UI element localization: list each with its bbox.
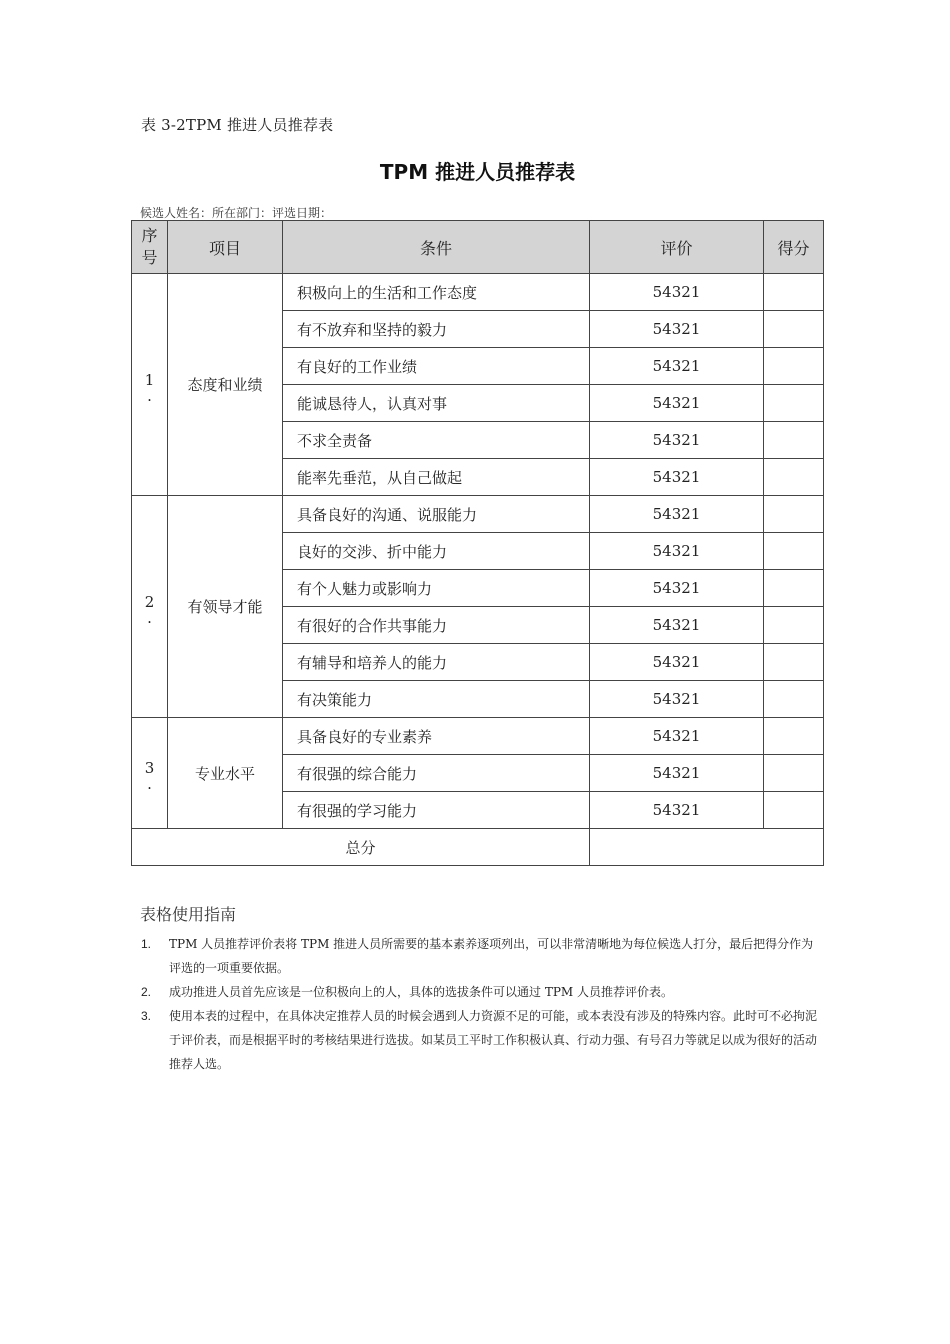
score-cell[interactable] [764, 718, 824, 755]
group-seq-cell [132, 274, 168, 496]
rating-cell: 54321 [590, 459, 764, 496]
header-rating: 评价 [590, 221, 764, 274]
score-cell[interactable] [764, 607, 824, 644]
guide-item-number: 3. [141, 1009, 152, 1023]
guide-item [141, 932, 823, 980]
score-cell[interactable] [764, 348, 824, 385]
condition-cell: 有个人魅力或影响力 [283, 570, 590, 607]
page-title: TPM 推进人员推荐表 [379, 160, 576, 184]
group-seq-dot: . [147, 386, 152, 405]
score-cell[interactable] [764, 681, 824, 718]
rating-cell: 54321 [590, 274, 764, 311]
score-cell[interactable] [764, 644, 824, 681]
rating-cell: 54321 [590, 718, 764, 755]
guide-item-text: 成功推进人员首先应该是一位积极向上的人，具体的选拔条件可以通过 TPM 人员推荐评价表。 [169, 985, 673, 999]
total-label: 总分 [132, 829, 590, 866]
rating-cell: 54321 [590, 792, 764, 829]
condition-cell: 不求全责备 [283, 422, 590, 459]
guide-list [141, 932, 823, 1076]
table-row [132, 718, 824, 755]
guide-item [141, 1004, 823, 1076]
group-seq-number: 2 [144, 592, 155, 611]
candidate-info-line: 候选人姓名：所在部门：评选日期： [140, 206, 333, 220]
header-seq: 序号 [132, 221, 168, 274]
total-value-cell[interactable] [590, 829, 824, 866]
header-score: 得分 [764, 221, 824, 274]
condition-cell: 具备良好的专业素养 [283, 718, 590, 755]
condition-cell: 能率先垂范，从自己做起 [283, 459, 590, 496]
group-seq-cell [132, 496, 168, 718]
group-item-cell: 态度和业绩 [168, 274, 283, 496]
condition-cell: 具备良好的沟通、说服能力 [283, 496, 590, 533]
rating-cell: 54321 [590, 570, 764, 607]
recommendation-table [131, 220, 824, 866]
condition-cell: 有决策能力 [283, 681, 590, 718]
guide-item-text: TPM 人员推荐评价表将 TPM 推进人员所需要的基本素养逐项列出，可以非常清晰地为每位候选人打分，最后把得分作为评选的一项重要依据。 [169, 937, 814, 975]
guide-item-number: 2. [141, 985, 152, 999]
rating-cell: 54321 [590, 348, 764, 385]
guide-item-text: 使用本表的过程中，在具体决定推荐人员的时候会遇到人力资源不足的可能，或本表没有涉及的特殊内容。此时可不必拘泥于评价表，而是根据平时的考核结果进行选拔。如某员工平时工作积极认真、行动力强、有号召力等就足以成为很好的活动推荐人选。 [169, 1009, 818, 1071]
rating-cell: 54321 [590, 422, 764, 459]
guide-item-number: 1. [141, 937, 152, 951]
condition-cell: 有很强的学习能力 [283, 792, 590, 829]
score-cell[interactable] [764, 311, 824, 348]
group-item-cell: 有领导才能 [168, 496, 283, 718]
score-cell[interactable] [764, 459, 824, 496]
condition-cell: 良好的交涉、折中能力 [283, 533, 590, 570]
rating-cell: 54321 [590, 681, 764, 718]
guide-item [141, 980, 823, 1004]
total-row [132, 829, 824, 866]
group-seq-number: 3 [144, 759, 155, 777]
table-header-row [132, 221, 824, 274]
rating-cell: 54321 [590, 607, 764, 644]
condition-cell: 有良好的工作业绩 [283, 348, 590, 385]
score-cell[interactable] [764, 274, 824, 311]
score-cell[interactable] [764, 533, 824, 570]
rating-cell: 54321 [590, 533, 764, 570]
rating-cell: 54321 [590, 385, 764, 422]
score-cell[interactable] [764, 570, 824, 607]
rating-cell: 54321 [590, 496, 764, 533]
group-item-cell: 专业水平 [168, 718, 283, 829]
score-cell[interactable] [764, 755, 824, 792]
header-item: 项目 [168, 221, 283, 274]
score-cell[interactable] [764, 385, 824, 422]
table-row [132, 274, 824, 311]
condition-cell: 有很好的合作共事能力 [283, 607, 590, 644]
guide-title: 表格使用指南 [140, 905, 237, 924]
group-seq-cell [132, 718, 168, 829]
group-seq-number: 1 [144, 370, 155, 389]
group-seq-dot: . [147, 775, 152, 793]
score-cell[interactable] [764, 792, 824, 829]
condition-cell: 有不放弃和坚持的毅力 [283, 311, 590, 348]
condition-cell: 有很强的综合能力 [283, 755, 590, 792]
rating-cell: 54321 [590, 644, 764, 681]
rating-cell: 54321 [590, 311, 764, 348]
score-cell[interactable] [764, 422, 824, 459]
group-seq-dot: . [147, 608, 152, 627]
condition-cell: 积极向上的生活和工作态度 [283, 274, 590, 311]
table-row [132, 496, 824, 533]
condition-cell: 有辅导和培养人的能力 [283, 644, 590, 681]
rating-cell: 54321 [590, 755, 764, 792]
header-condition: 条件 [283, 221, 590, 274]
condition-cell: 能诚恳待人，认真对事 [283, 385, 590, 422]
document-caption: 表 3-2TPM 推进人员推荐表 [141, 116, 334, 134]
score-cell[interactable] [764, 496, 824, 533]
